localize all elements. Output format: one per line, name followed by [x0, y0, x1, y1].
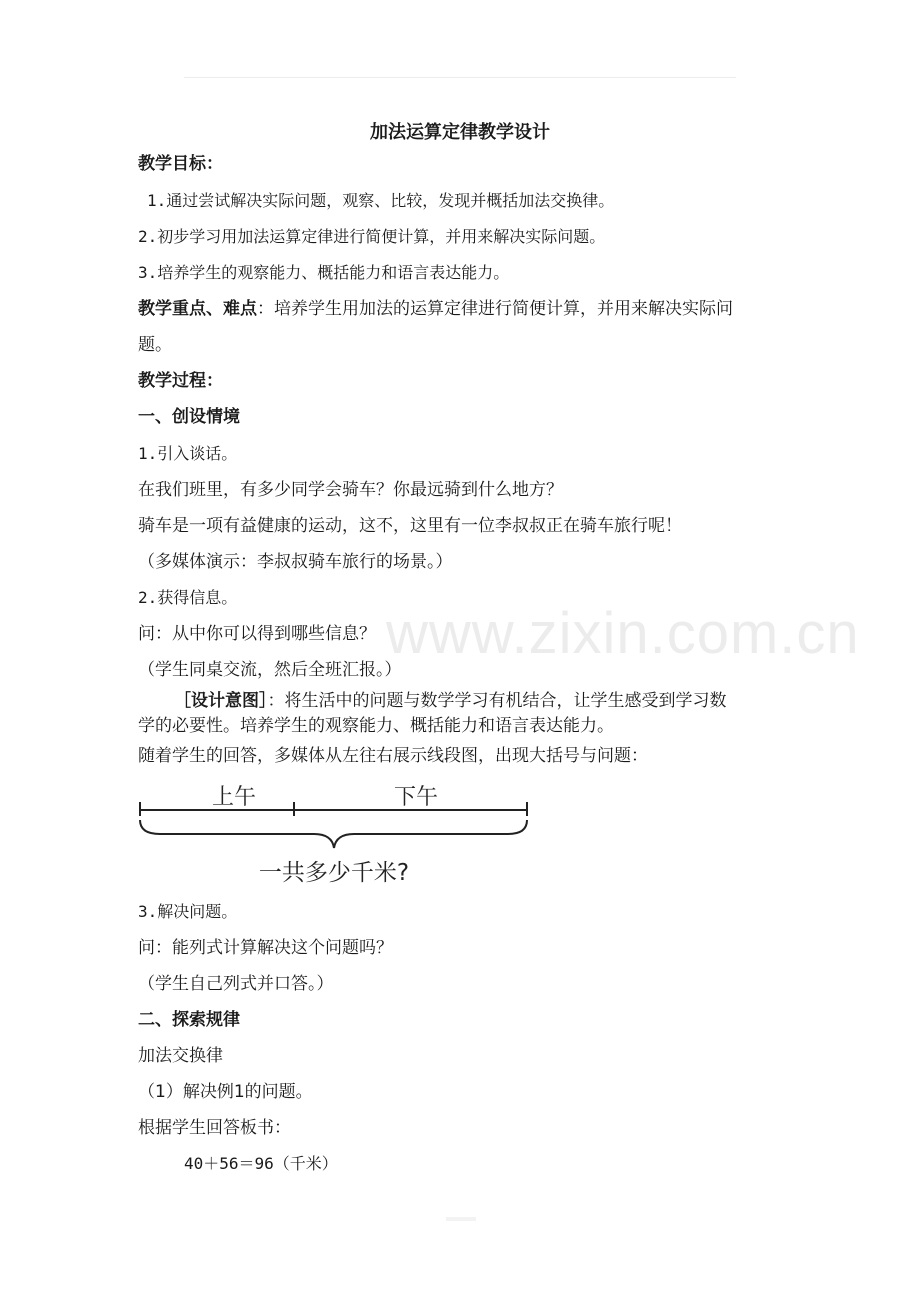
- s1-answer: （学生自己列式并口答。）: [138, 974, 334, 994]
- s1-question2: 骑车是一项有益健康的运动，这不，这里有一位李叔叔正在骑车旅行呢！: [138, 516, 682, 536]
- design-intent-continuation: 学的必要性。培养学生的观察能力、概括能力和语言表达能力。: [138, 716, 614, 736]
- design-intent-text: ：将生活中的问题与数学学习有机结合，让学生感受到学习数: [267, 691, 727, 711]
- brace: [140, 820, 527, 848]
- s2-board: 根据学生回答板书：: [138, 1118, 291, 1138]
- s1-report: （学生同桌交流，然后全班汇报。）: [138, 660, 402, 680]
- segment-right-label: 下午: [393, 785, 439, 810]
- s1-step2: 2.获得信息。: [138, 588, 238, 607]
- watermark: www.zixin.com.cn: [386, 601, 860, 666]
- s1-media-note: （多媒体演示：李叔叔骑车旅行的场景。）: [138, 552, 453, 572]
- segment-left-label: 上午: [211, 785, 257, 810]
- s2-equation: 40＋56＝96（千米）: [184, 1154, 338, 1173]
- goal-item-1: 1.通过尝试解决实际问题，观察、比较，发现并概括加法交换律。: [147, 191, 615, 210]
- header-rule: [184, 77, 736, 78]
- key-points-text: ：培养学生用加法的运算定律进行简便计算，并用来解决实际问: [257, 299, 733, 319]
- segment-diagram: [138, 778, 530, 888]
- s1-ask: 问：从中你可以得到哪些信息？: [138, 624, 376, 644]
- s2-subheading: 加法交换律: [138, 1046, 223, 1066]
- key-points-label: 教学重点、难点: [138, 299, 257, 319]
- goal-item-3: 3.培养学生的观察能力、概括能力和语言表达能力。: [138, 263, 510, 282]
- key-points-continuation: 题。: [138, 335, 172, 355]
- segment-question: 一共多少千米?: [258, 860, 410, 886]
- key-points-line: [138, 298, 733, 320]
- design-intent-label: ［设计意图］: [174, 691, 268, 711]
- goals-heading: 教学目标：: [138, 154, 223, 174]
- process-heading: 教学过程：: [138, 371, 223, 391]
- design-intent-line: [174, 690, 727, 712]
- s1-question1: 在我们班里，有多少同学会骑车？你最远骑到什么地方？: [138, 480, 563, 500]
- s1-step1: 1.引入谈话。: [138, 444, 238, 463]
- document-title: 加法运算定律教学设计: [370, 122, 550, 143]
- s1-ask2: 问：能列式计算解决这个问题吗？: [138, 938, 393, 958]
- section2-heading: 二、探索规律: [138, 1010, 240, 1030]
- s2-item1: （1）解决例1的问题。: [138, 1082, 313, 1102]
- footer-mark: [446, 1217, 476, 1221]
- section1-heading: 一、创设情境: [138, 407, 240, 427]
- s1-step3: 3.解决问题。: [138, 902, 238, 921]
- diagram-intro: 随着学生的回答，多媒体从左往右展示线段图，出现大括号与问题：: [138, 746, 648, 766]
- goal-item-2: 2.初步学习用加法运算定律进行简便计算，并用来解决实际问题。: [138, 227, 606, 246]
